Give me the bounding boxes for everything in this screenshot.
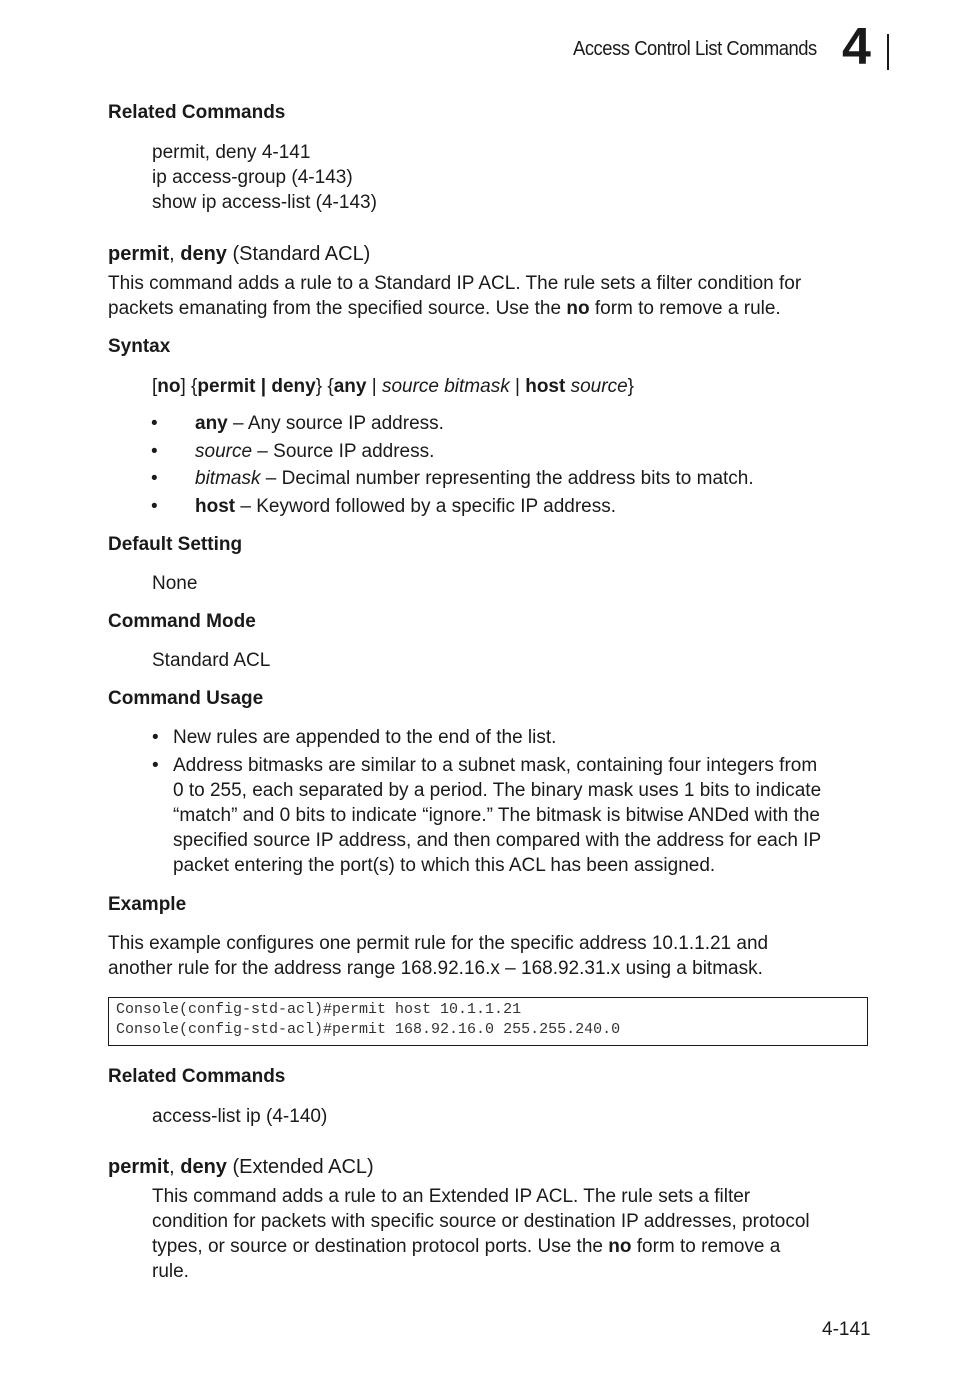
related-command-item: show ip access-list (4-143) [152,192,377,213]
related-commands-heading: Related Commands [108,102,286,123]
usage-bullet: • Address bitmasks are similar to a subnet mask, containing four integers from 0 to 255, each separated by a period. The binary mask uses 1 bits to indicate “match” and 0 bits to indicate “ignore.” The bitmask is bitwise ANDed with the specified source IP address, and then compared with the address for each IP packet entering the port(s) to which this ACL has been assigned. [152,755,822,876]
default-setting-heading: Default Setting [108,534,243,555]
section-title-extended: permit, deny (Extended ACL) [108,1156,374,1178]
syntax-bullet: • host – Keyword followed by a specific IP address. [151,496,617,517]
related-command-item: permit, deny 4-141 [152,142,311,163]
section-title-standard: permit, deny (Standard ACL) [108,243,371,265]
syntax-heading: Syntax [108,336,171,357]
code-line: Console(config-std-acl)#permit host 10.1.1.21 [116,1001,522,1018]
example-description: This example configures one permit rule for the specific address 10.1.1.21 and another rule for the address range 168.92.16.x – 168.92.31.x using a bitmask. [108,933,769,979]
chapter-number: 4 [842,18,871,76]
related-command-item: access-list ip (4-140) [152,1106,328,1127]
standard-description: This command adds a rule to a Standard IP ACL. The rule sets a filter condition for packets emanating from the specified source. Use the no form to remove a rule. [108,273,802,319]
example-heading: Example [108,894,187,915]
running-header: Access Control List Commands [573,38,817,60]
code-line: Console(config-std-acl)#permit 168.92.16.0 255.255.240.0 [116,1021,621,1038]
syntax-line: [no] {permit | deny} {any | source bitmask | host source} [152,376,634,397]
command-mode-value: Standard ACL [152,650,271,671]
default-setting-value: None [152,573,198,594]
extended-description: This command adds a rule to an Extended IP ACL. The rule sets a filter condition for packets with specific source or destination IP addresses, protocol types, or source or destination protocol ports. Use the no form to remove a rule. [152,1186,810,1282]
command-usage-heading: Command Usage [108,688,264,709]
syntax-bullet: • any – Any source IP address. [151,413,444,434]
usage-bullet: • New rules are appended to the end of the list. [152,727,557,748]
command-mode-heading: Command Mode [108,611,256,632]
related-command-item: ip access-group (4-143) [152,167,353,188]
syntax-bullet: • bitmask – Decimal number representing the address bits to match. [151,468,754,489]
syntax-bullet: • source – Source IP address. [151,441,435,462]
related-commands-heading: Related Commands [108,1066,286,1087]
page-number: 4-141 [822,1319,871,1340]
